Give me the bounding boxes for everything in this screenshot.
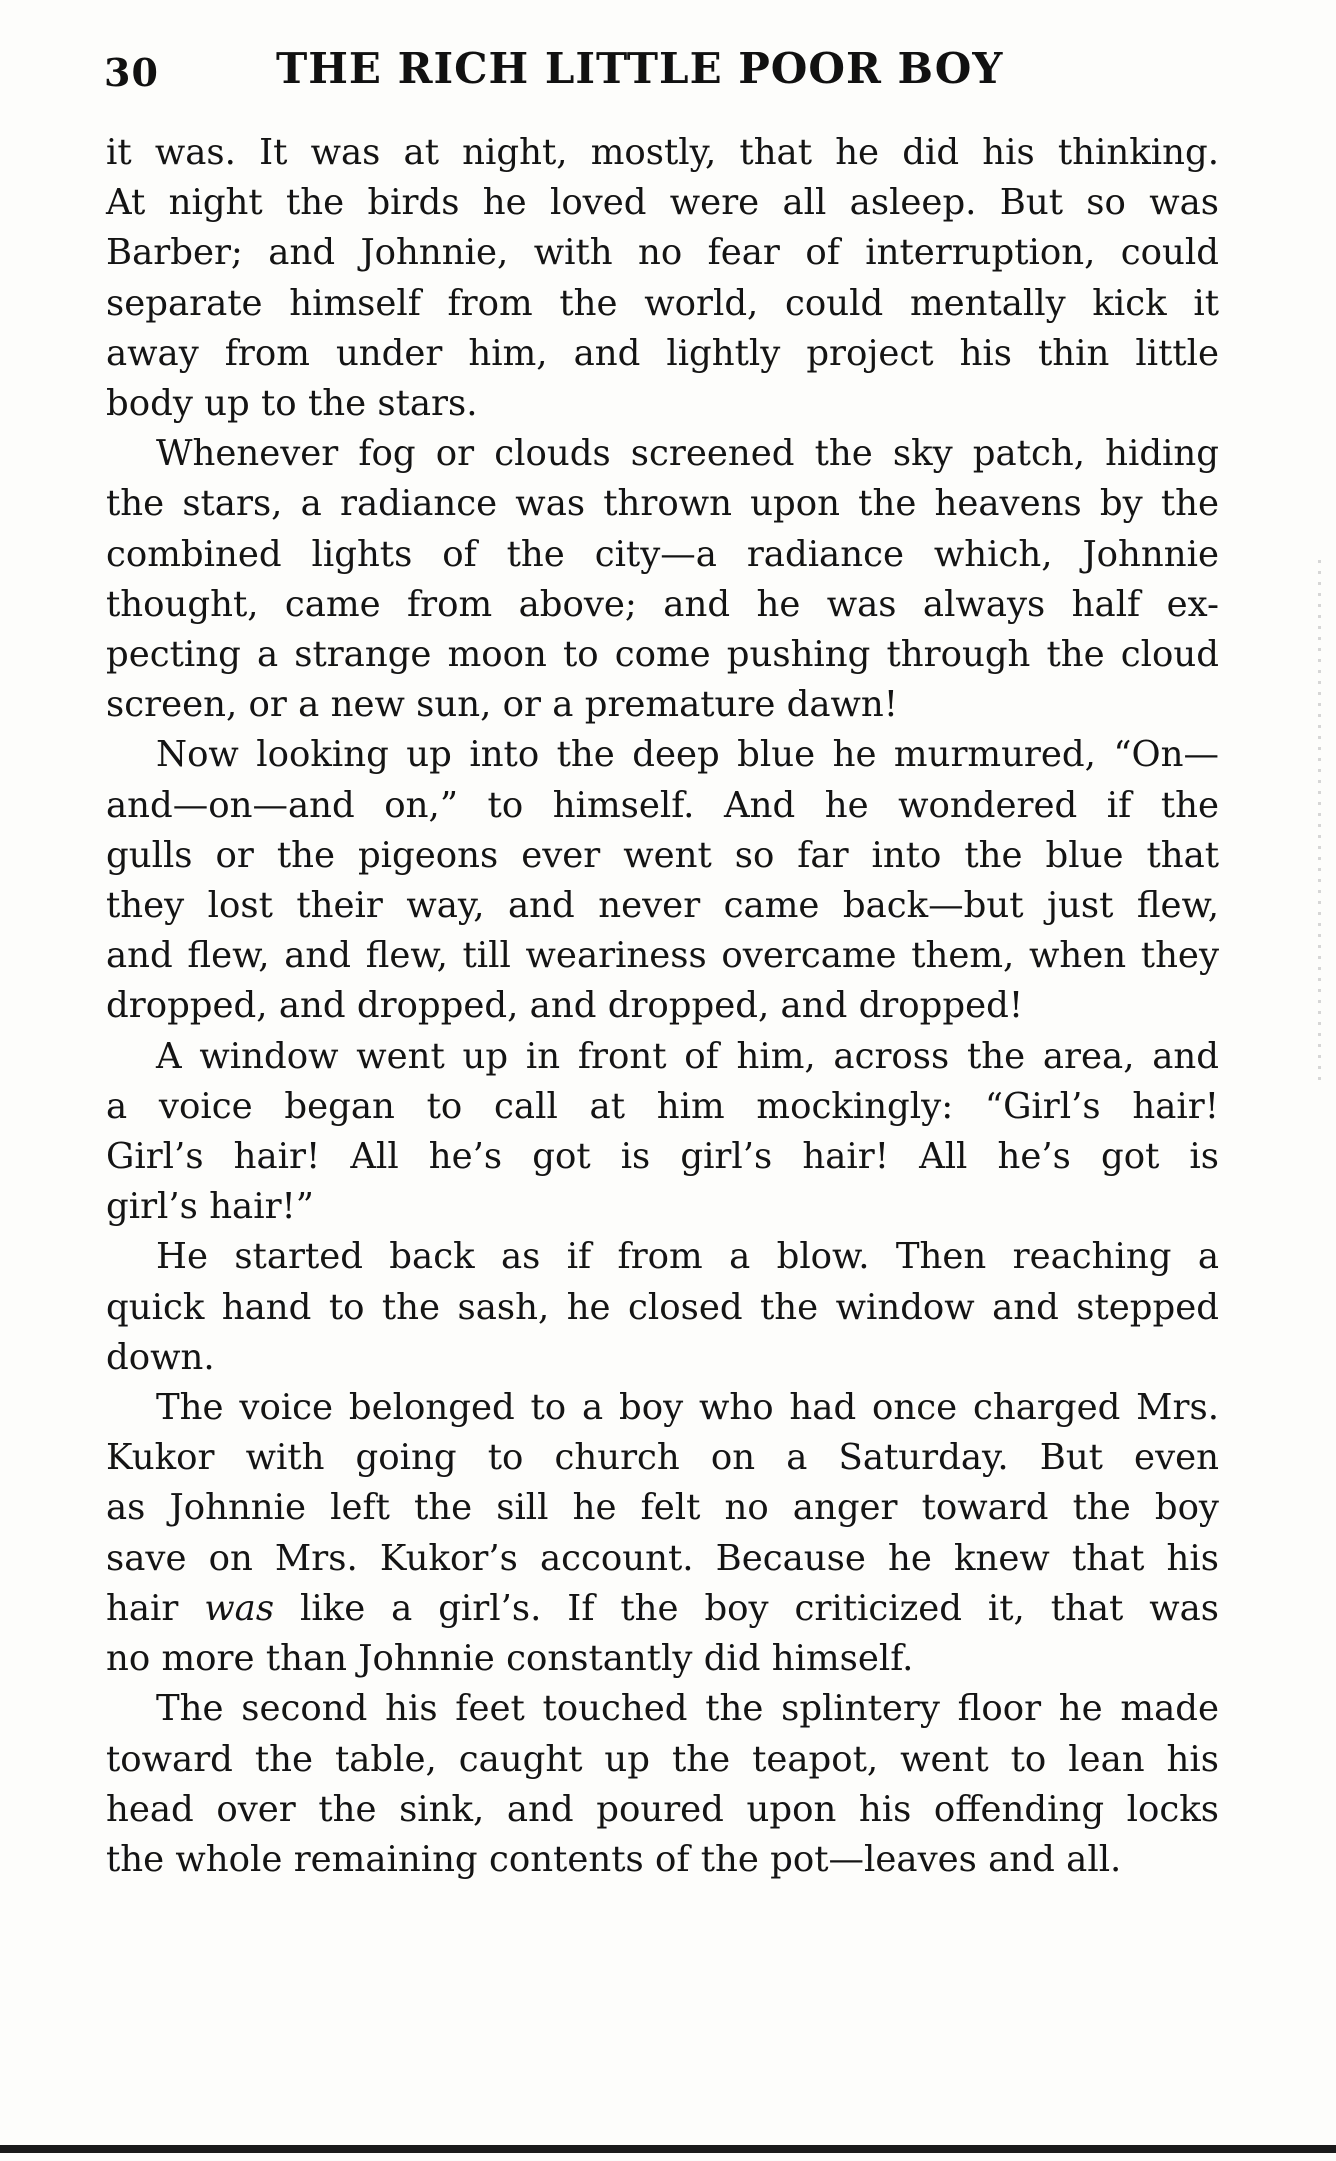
text-line: a voice began to call at him mockingly: “Girl’s hair!: [106, 1085, 1219, 1127]
body-text: [106, 128, 1219, 1885]
page-number: 30: [104, 50, 159, 95]
text-line: separate himself from the world, could mentally kick it: [106, 282, 1219, 324]
text-line: Barber; and Johnnie, with no fear of interruption, could: [106, 232, 1219, 274]
text-line: away from under him, and lightly project his thin little: [106, 332, 1219, 374]
text-line: gulls or the pigeons ever went so far into the blue that: [106, 834, 1219, 876]
text-line: dropped, and dropped, and dropped, and dropped!: [106, 985, 1024, 1027]
page-edge-marks: [1318, 560, 1321, 1080]
text-line: it was. It was at night, mostly, that he did his thinking.: [106, 132, 1219, 173]
text-line: the stars, a radiance was thrown upon the heavens by the: [106, 483, 1219, 525]
paragraph: [106, 1232, 1219, 1383]
paragraph: [106, 429, 1219, 730]
text-line: as Johnnie left the sill he felt no anger toward the boy: [106, 1487, 1219, 1529]
text-line: Kukor with going to church on a Saturday. But even: [106, 1437, 1219, 1479]
text-line: hair was like a girl’s. If the boy criticized it, that was: [106, 1587, 1219, 1629]
text-line: Girl’s hair! All he’s got is girl’s hair! All he’s got is: [106, 1136, 1219, 1178]
text-line: down.: [106, 1336, 215, 1378]
text-line: save on Mrs. Kukor’s account. Because he knew that his: [106, 1537, 1219, 1579]
text-line: they lost their way, and never came back—but just flew,: [106, 885, 1219, 927]
text-line: At night the birds he loved were all asleep. But so was: [106, 182, 1219, 224]
text-line: Whenever fog or clouds screened the sky patch, hiding: [156, 433, 1219, 475]
page-bottom-edge: [0, 2145, 1336, 2153]
paragraph: [106, 128, 1219, 429]
text-line: and flew, and flew, till weariness overcame them, when they: [106, 935, 1219, 977]
text-line: girl’s hair!”: [106, 1186, 314, 1228]
text-line: the whole remaining contents of the pot—leaves and all.: [106, 1838, 1122, 1880]
text-line: body up to the stars.: [106, 383, 478, 425]
text-line: Now looking up into the deep blue he murmured, “On—: [156, 734, 1219, 776]
text-line: quick hand to the sash, he closed the window and stepped: [106, 1286, 1219, 1328]
text-line: thought, came from above; and he was always half ex-: [106, 583, 1219, 625]
text-line: toward the table, caught up the teapot, went to lean his: [106, 1738, 1219, 1780]
paragraph: [106, 1032, 1219, 1233]
text-line: screen, or a new sun, or a premature dawn!: [106, 684, 899, 726]
running-head: THE RICH LITTLE POOR BOY: [276, 44, 1004, 93]
text-line: and—on—and on,” to himself. And he wondered if the: [106, 784, 1219, 826]
text-line: no more than Johnnie constantly did himself.: [106, 1638, 914, 1680]
text-line: The second his feet touched the splintery floor he made: [156, 1688, 1219, 1730]
italic-emphasis: was: [204, 1587, 275, 1629]
paragraph: [106, 730, 1219, 1031]
text-line: The voice belonged to a boy who had once charged Mrs.: [156, 1387, 1219, 1429]
text-line: He started back as if from a blow. Then reaching a: [156, 1236, 1219, 1278]
text-line: combined lights of the city—a radiance which, Johnnie: [106, 533, 1219, 575]
text-line: head over the sink, and poured upon his offending locks: [106, 1788, 1219, 1830]
text-line: pecting a strange moon to come pushing through the cloud: [106, 634, 1219, 676]
page-header: [104, 44, 1224, 104]
text-line: A window went up in front of him, across the area, and: [156, 1035, 1219, 1077]
paragraph: [106, 1684, 1219, 1885]
paragraph: [106, 1383, 1219, 1684]
